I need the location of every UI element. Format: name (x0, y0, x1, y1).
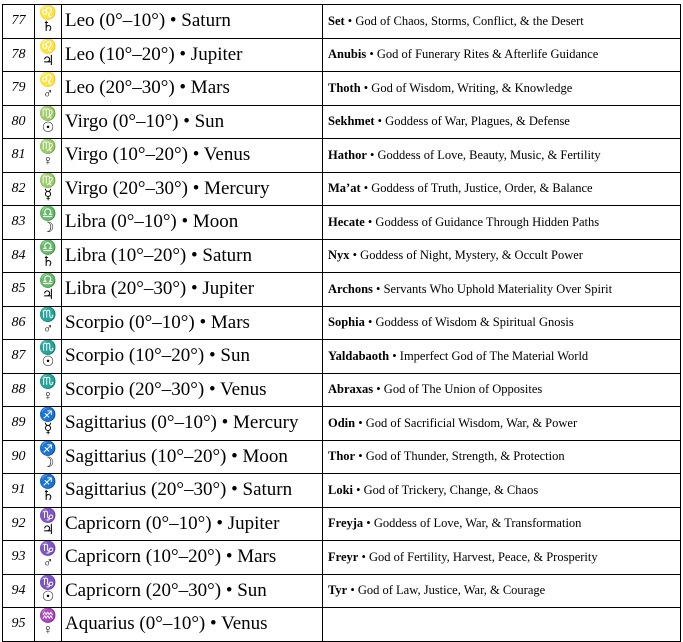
deity-cell (323, 273, 681, 307)
deity-cell (323, 574, 681, 608)
row-number: 87 (3, 340, 35, 374)
bullet-separator: • (225, 579, 233, 601)
deity-cell (323, 541, 681, 575)
planet-icon: ☽ (41, 455, 55, 471)
decan-cell (62, 474, 323, 508)
planet-icon: ☽ (41, 221, 55, 237)
row-number: 81 (3, 139, 35, 173)
decan-cell (62, 507, 323, 541)
deity-name: Ma’at (328, 181, 361, 196)
table-row (3, 72, 681, 106)
table-row (3, 574, 681, 608)
decan-range: Capricorn (20°–30°) (65, 579, 222, 601)
decan-range: Scorpio (20°–30°) (65, 378, 205, 400)
decan-cell (62, 239, 323, 273)
table-row (3, 507, 681, 541)
planet-name: Venus (221, 613, 268, 635)
zodiac-sign-icon: ♍ (39, 173, 57, 189)
bullet-separator: • (376, 382, 381, 397)
decan-cell (62, 541, 323, 575)
deity-description: Goddess of War, Plagues, & Defense (385, 114, 570, 129)
decan-cell (62, 608, 323, 642)
deity-name: Thoth (328, 80, 361, 95)
bullet-separator: • (370, 147, 375, 162)
zodiac-sign-icon: ♍ (39, 106, 57, 122)
bullet-separator: • (191, 244, 198, 266)
decan-cell (62, 38, 323, 72)
deity-name: Anubis (328, 47, 367, 62)
decan-range: Leo (0°–10°) (65, 10, 166, 32)
decan-range: Libra (20°–30°) (65, 278, 187, 300)
decan-range: Aquarius (0°–10°) (65, 613, 206, 635)
deity-description: Goddess of Truth, Justice, Order, & Balance (371, 181, 593, 196)
glyph-cell (35, 206, 62, 240)
deity-cell (323, 440, 681, 474)
table-row (3, 273, 681, 307)
planet-name: Venus (220, 378, 267, 400)
row-number: 93 (3, 541, 35, 575)
row-number: 88 (3, 373, 35, 407)
planet-icon: ☉ (41, 120, 55, 136)
bullet-separator: • (179, 43, 187, 65)
planet-name: Venus (203, 144, 251, 166)
deity-cell (323, 105, 681, 139)
planet-name: Mercury (204, 177, 270, 199)
row-number: 78 (3, 38, 35, 72)
glyph-cell (35, 574, 62, 608)
decan-range: Leo (20°–30°) (65, 77, 175, 99)
deity-cell (323, 239, 681, 273)
decan-range: Capricorn (0°–10°) (65, 512, 212, 534)
planet-name: Jupiter (202, 278, 255, 300)
zodiac-sign-icon: ♑ (39, 542, 57, 558)
planet-name: Saturn (181, 10, 231, 32)
deity-description: Goddess of Love, Beauty, Music, & Fertility (377, 147, 601, 162)
planet-icon: ♂ (42, 321, 54, 337)
planet-icon: ♃ (41, 522, 55, 538)
row-number: 84 (3, 239, 35, 273)
table-row (3, 139, 681, 173)
planet-icon: ♀ (42, 388, 54, 404)
bullet-separator: • (191, 278, 198, 300)
bullet-separator: • (181, 211, 189, 233)
glyph-cell (35, 608, 62, 642)
glyph-cell (35, 105, 62, 139)
deity-description: God of Wisdom, Writing, & Knowledge (371, 80, 573, 95)
deity-cell (323, 38, 681, 72)
deity-description: God of Trickery, Change, & Chaos (363, 482, 539, 497)
glyph-cell (35, 407, 62, 441)
decan-range: Scorpio (0°–10°) (65, 311, 195, 333)
bullet-separator: • (361, 549, 366, 564)
decan-range: Scorpio (10°–20°) (65, 345, 205, 367)
deity-description: God of Funerary Rites & Afterlife Guidance (376, 47, 599, 62)
row-number: 90 (3, 440, 35, 474)
decan-table (2, 4, 681, 642)
deity-description: Goddess of Night, Mystery, & Occult Power (360, 248, 583, 263)
deity-description: Goddess of Love, War, & Transformation (373, 516, 582, 531)
table-row (3, 306, 681, 340)
planet-icon: ♀ (42, 154, 54, 170)
glyph-cell (35, 507, 62, 541)
row-number: 83 (3, 206, 35, 240)
glyph-cell (35, 273, 62, 307)
planet-name: Jupiter (190, 43, 243, 65)
decan-range: Virgo (10°–20°) (65, 144, 188, 166)
planet-icon: ♄ (41, 489, 55, 505)
decan-cell (62, 373, 323, 407)
deity-cell (323, 139, 681, 173)
bullet-separator: • (363, 80, 369, 95)
deity-name: Hathor (328, 147, 367, 162)
deity-name: Freyja (328, 516, 364, 531)
decan-cell (62, 172, 323, 206)
decan-range: Virgo (0°–10°) (65, 110, 179, 132)
planet-name: Mars (190, 77, 230, 99)
decan-range: Sagittarius (20°–30°) (65, 479, 227, 501)
glyph-cell (35, 38, 62, 72)
bullet-separator: • (377, 114, 383, 129)
deity-name: Sekhmet (328, 114, 375, 129)
deity-description: God of Law, Justice, War, & Courage (357, 583, 546, 598)
zodiac-sign-icon: ♌ (39, 73, 57, 89)
deity-description: God of Fertility, Harvest, Peace, & Prosperity (368, 549, 598, 564)
deity-cell (323, 5, 681, 39)
zodiac-sign-icon: ♏ (39, 307, 57, 323)
planet-name: Saturn (242, 479, 293, 501)
row-number: 95 (3, 608, 35, 642)
deity-cell (323, 608, 681, 642)
decan-table-body (3, 5, 681, 642)
bullet-separator: • (367, 214, 373, 229)
deity-name: Sophia (328, 315, 365, 330)
glyph-cell (35, 172, 62, 206)
bullet-separator: • (366, 516, 371, 531)
zodiac-sign-icon: ♎ (39, 207, 57, 223)
zodiac-sign-icon: ♌ (39, 39, 57, 55)
decan-cell (62, 139, 323, 173)
planet-name: Moon (242, 445, 288, 467)
bullet-separator: • (208, 378, 216, 400)
bullet-separator: • (179, 77, 187, 99)
glyph-cell (35, 541, 62, 575)
deity-name: Archons (328, 281, 373, 296)
planet-icon: ♃ (41, 288, 55, 304)
row-number: 94 (3, 574, 35, 608)
planet-name: Sun (237, 579, 267, 601)
glyph-cell (35, 373, 62, 407)
planet-icon: ☉ (41, 589, 55, 605)
planet-icon: ♄ (41, 254, 55, 270)
glyph-cell (35, 474, 62, 508)
planet-icon: ♄ (41, 20, 55, 36)
row-number: 82 (3, 172, 35, 206)
table-row (3, 239, 681, 273)
planet-name: Mars (210, 311, 250, 333)
bullet-separator: • (358, 415, 363, 430)
decan-cell (62, 306, 323, 340)
deity-name: Set (328, 13, 345, 28)
glyph-cell (35, 440, 62, 474)
deity-cell (323, 172, 681, 206)
bullet-separator: • (352, 248, 358, 263)
planet-name: Sun (220, 345, 250, 367)
table-row (3, 608, 681, 642)
decan-cell (62, 5, 323, 39)
bullet-separator: • (358, 449, 363, 464)
bullet-separator: • (367, 315, 373, 330)
table-row (3, 105, 681, 139)
decan-range: Leo (10°–20°) (65, 43, 175, 65)
deity-name: Odin (328, 415, 356, 430)
decan-cell (62, 206, 323, 240)
planet-name: Saturn (202, 244, 253, 266)
bullet-separator: • (369, 47, 374, 62)
decan-cell (62, 574, 323, 608)
bullet-separator: • (363, 181, 369, 196)
bullet-separator: • (216, 512, 223, 534)
planet-name: Mercury (233, 412, 299, 434)
deity-name: Tyr (328, 583, 348, 598)
glyph-cell (35, 306, 62, 340)
decan-range: Sagittarius (10°–20°) (65, 445, 227, 467)
deity-name: Hecate (328, 214, 365, 229)
deity-description: Goddess of Guidance Through Hidden Paths (375, 214, 600, 229)
zodiac-sign-icon: ♏ (39, 341, 57, 357)
bullet-separator: • (231, 445, 238, 467)
decan-range: Capricorn (10°–20°) (65, 546, 222, 568)
deity-description: God of Thunder, Strength, & Protection (365, 449, 565, 464)
decan-cell (62, 72, 323, 106)
planet-icon: ☿ (43, 187, 53, 203)
table-row (3, 440, 681, 474)
decan-range: Sagittarius (0°–10°) (65, 412, 217, 434)
zodiac-sign-icon: ♑ (39, 508, 57, 524)
decan-range: Libra (10°–20°) (65, 244, 187, 266)
bullet-separator: • (347, 13, 353, 28)
bullet-separator: • (356, 482, 361, 497)
deity-name: Thor (328, 449, 356, 464)
glyph-cell (35, 139, 62, 173)
row-number: 77 (3, 5, 35, 39)
table-row (3, 5, 681, 39)
zodiac-sign-icon: ♎ (39, 274, 57, 290)
planet-icon: ♀ (42, 623, 54, 639)
planet-icon: ☿ (43, 422, 53, 438)
deity-cell (323, 373, 681, 407)
deity-description: God of Chaos, Storms, Conflict, & the Desert (355, 13, 584, 28)
decan-cell (62, 440, 323, 474)
deity-cell (323, 72, 681, 106)
deity-cell (323, 507, 681, 541)
table-row (3, 474, 681, 508)
decan-cell (62, 340, 323, 374)
bullet-separator: • (225, 546, 233, 568)
bullet-separator: • (199, 311, 207, 333)
decan-cell (62, 273, 323, 307)
bullet-separator: • (221, 412, 229, 434)
bullet-separator: • (231, 479, 238, 501)
planet-icon: ♃ (41, 53, 55, 69)
deity-name: Nyx (328, 248, 350, 263)
glyph-cell (35, 239, 62, 273)
deity-cell (323, 306, 681, 340)
bullet-separator: • (183, 110, 190, 132)
bullet-separator: • (208, 345, 216, 367)
deity-name: Loki (328, 482, 354, 497)
decan-range: Virgo (20°–30°) (65, 177, 188, 199)
zodiac-sign-icon: ♐ (39, 408, 57, 424)
deity-name: Yaldabaoth (328, 348, 390, 363)
deity-cell (323, 474, 681, 508)
zodiac-sign-icon: ♌ (39, 6, 57, 22)
deity-cell (323, 340, 681, 374)
decan-cell (62, 407, 323, 441)
table-row (3, 206, 681, 240)
deity-description: Imperfect God of The Material World (399, 348, 589, 363)
bullet-separator: • (392, 348, 397, 363)
table-row (3, 172, 681, 206)
table-row (3, 407, 681, 441)
glyph-cell (35, 72, 62, 106)
zodiac-sign-icon: ♍ (39, 140, 57, 156)
bullet-separator: • (350, 583, 355, 598)
planet-icon: ♂ (42, 87, 54, 103)
planet-icon: ♂ (42, 556, 54, 572)
deity-description: God of Sacrificial Wisdom, War, & Power (365, 415, 578, 430)
table-row (3, 38, 681, 72)
bullet-separator: • (169, 10, 177, 32)
planet-name: Moon (192, 211, 239, 233)
row-number: 91 (3, 474, 35, 508)
row-number: 80 (3, 105, 35, 139)
deity-description: Servants Who Uphold Materiality Over Spirit (383, 281, 613, 296)
table-row (3, 541, 681, 575)
glyph-cell (35, 340, 62, 374)
bullet-separator: • (192, 177, 200, 199)
table-row (3, 340, 681, 374)
decan-range: Libra (0°–10°) (65, 211, 177, 233)
deity-name: Freyr (328, 549, 359, 564)
table-row (3, 373, 681, 407)
zodiac-sign-icon: ♐ (39, 475, 57, 491)
row-number: 86 (3, 306, 35, 340)
glyph-cell (35, 5, 62, 39)
row-number: 89 (3, 407, 35, 441)
row-number: 92 (3, 507, 35, 541)
deity-name: Abraxas (328, 382, 374, 397)
planet-name: Sun (194, 110, 225, 132)
zodiac-sign-icon: ♒ (39, 609, 57, 625)
planet-name: Jupiter (227, 512, 280, 534)
bullet-separator: • (192, 144, 200, 166)
zodiac-sign-icon: ♐ (39, 441, 57, 457)
deity-cell (323, 206, 681, 240)
planet-name: Mars (237, 546, 277, 568)
deity-description: Goddess of Wisdom & Spiritual Gnosis (375, 315, 574, 330)
deity-description: God of The Union of Opposites (383, 382, 543, 397)
zodiac-sign-icon: ♎ (39, 240, 57, 256)
planet-icon: ☉ (41, 355, 55, 371)
bullet-separator: • (210, 613, 217, 635)
decan-cell (62, 105, 323, 139)
zodiac-sign-icon: ♑ (39, 575, 57, 591)
row-number: 79 (3, 72, 35, 106)
zodiac-sign-icon: ♏ (39, 374, 57, 390)
row-number: 85 (3, 273, 35, 307)
deity-cell (323, 407, 681, 441)
bullet-separator: • (376, 281, 381, 296)
